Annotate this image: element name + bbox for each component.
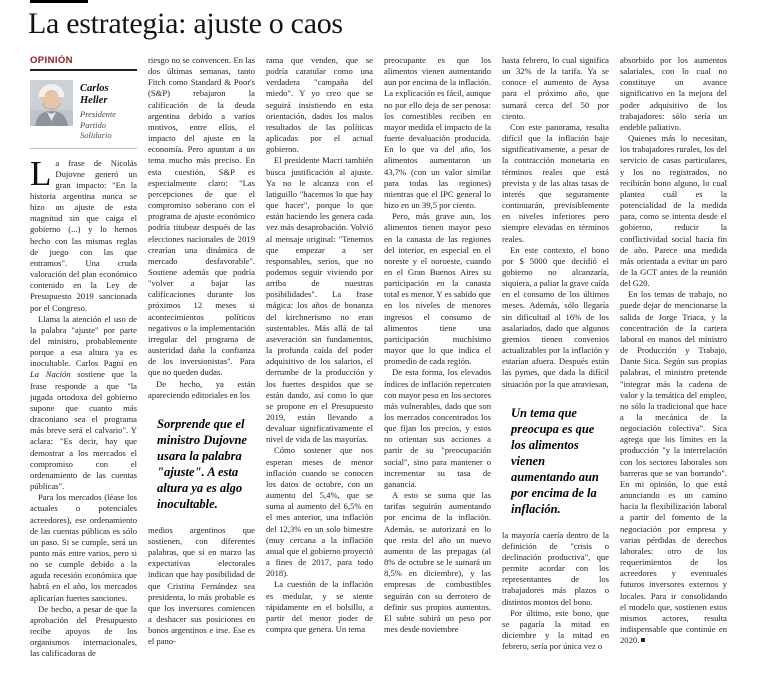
paragraph (30, 314, 137, 493)
author-divider (30, 148, 137, 149)
author-party: Partido Solidario (80, 119, 112, 140)
paragraph: El presidente Macri también busca justificación al ajuste. Ya no le alcanza con el latiguillo "hacemos lo que hay que hacer", porque lo que están haciendo les genera cada vez más desaprobación. Volvió al mensaje original: "Tenemos que empezar a ser responsables, serios, que no podemos seguir viviendo por arriba de nuestras posibilidades". La frase mágica: los años de bonanza del kirchnerismo no eran sustentables. Más allá de tal aseveración sin fundamentos, la profunda caída del poder adquisitivo de los salarios, el derrumbe de la producción y los fuertes despidos que se están dando, así como lo que se propone en el Presupuesto 2019, están llevando a devaluar significativamente el nivel de vida de las mayorías. (266, 155, 373, 445)
author-meta (80, 80, 137, 141)
paragraph: riesgo no se convencen. En las dos últimas semanas, tanto Fitch como Standard & Poor's (S&P) rebajaron la calificación de la deuda argentina debido a varios motivos, entre ellos, el impacto del ajuste en la economía. Pero apuntan a un tema mucho más preciso. En esta cuestión, S&P es especialmente claro: "Las percepciones de que el compromiso soberano con el programa de ajuste económico podría titubear después de las elecciones nacionales de 2019 crearían una dinámica de mercado desfavorable". Sostiene además que podría "volver a bajar las calificaciones durante los próximos 12 meses si acontecimientos políticos negativos o la implementación irregular del programa de austeridad daña la confianza de los inversionistas". Para que no queden dudas. (148, 55, 255, 378)
opinion-kicker: OPINIÓN (30, 55, 73, 66)
pull-quote: Sorprende que el ministro Dujovne usara la palabra "ajuste". A esta altura ya es algo inocultable. (157, 416, 247, 511)
paragraph: Quienes más lo necesitan, los trabajadores rurales, los del servicio de casas particulares, y los no registrados, no recibirán bono alguno, lo cual plantea cuál es la potencialidad de la medida para, como se intenta desde el gobierno, reducir la conflictividad social hacia fin de año. Parece una medida más orientada a evitar un paro de la GCT antes de la reunión del G20. (620, 133, 727, 289)
paragraph: absorbido por los aumentos salariales, con lo cual no constituye un avance significativo en la mejora del poder adquisitivo de los trabajadores: sólo sería un endeble paliativo. (620, 55, 727, 132)
text-column-6 (620, 55, 727, 669)
paragraph-text: Llama la atención el uso de la palabra "ajuste" por parte del ministro, probablemente porque a esa altura ya es inocultable. Carlos Pagni en (30, 313, 137, 369)
paragraph: Cómo sostener que nos esperan meses de menor inflación cuando se conocen los datos de octubre, con un aumento del 5,4%, que se suma al aumento del 6,5% en el mes anterior, una inflación del 12,3% en un solo bimestre (muy cercana a la inflación anual que el gobierno proyectó a fines de 2017, para todo 2018). (266, 445, 373, 579)
lead-paragraph (30, 153, 137, 314)
headline: La estrategia: ajuste o caos (28, 7, 343, 40)
drop-cap: L (30, 153, 52, 193)
end-mark (641, 638, 645, 642)
pull-quote: Un tema que preocupa es que los alimentos vienen aumentando aun por encima de la inflación. (511, 405, 599, 516)
article-body (30, 55, 730, 669)
paragraph (620, 289, 727, 646)
paragraph: En este contexto, el bono por $ 5000 que decidió el gobierno no alcanzaría, siquiera, a paliar la grave caída en el consumo de los últimos meses. Además, sólo llegaría sin dificultad al 16% de los asalariados, dado que algunos gremios tienen convenios actualizables por la inflación y estarían afuera. Después están las pymes, que dada la difícil situación por la que atraviesan, (502, 244, 609, 389)
author-role: Presidente (80, 109, 117, 119)
author-name: Carlos Heller (80, 83, 109, 106)
text-column-4 (384, 55, 491, 669)
paragraph: Pero, más grave aun, los alimentos tienen mayor peso en la canasta de las regiones del interior, en especial en el noreste y el noroeste, cuando en el Gran Buenos Aires su participación en la canasta total es menor. Y es sabido que en los niveles de menores ingresos el consumo de alimentos tiene una participación muchísimo mayor que lo que indica el promedio de cada región. (384, 211, 491, 367)
paragraph: De hecho, ya están apareciendo editoriales en los (148, 378, 255, 400)
author-card (30, 80, 137, 141)
kicker-rule (30, 69, 137, 71)
paragraph: Por último, este bono, que se pagaría la mitad en diciembre y la mitad en febrero, sería por única vez o (502, 607, 609, 652)
paragraph-text: sostiene que la frase responde a que "la jugada ortodoxa del gobierno supone que cuanto más draconiano sea el programa más breve será el calvario". Y aclara: "Es decir, hay que demostrar a los mercados el compromiso con el ordenamiento de las cuentas públicas". (30, 369, 137, 492)
paragraph: hasta febrero, lo cual significa un 32% de la tarifa. Ya se conoce el aumento de Aysa para el próximo año, que sumará cerca del 50 por ciento. (502, 55, 609, 121)
publication-name: La Nación (30, 369, 71, 380)
lead-text: a frase de Nicolás Dujovne generó un gran impacto: "En la historia argentina nunca se hizo un ajuste de esta magnitud sin que caiga el gobierno (...) y lo hemos hecho con las mismas reglas de juego con las que entramos". Una cruda valoración del plan económico contenido en la Ley de Presupuesto 2019 sancionada por el Congreso. (30, 157, 137, 313)
paragraph: Con este panorama, resulta difícil que la inflación baje significativamente, a pesar de la contracción monetaria en términos reales que está prevista y de las altas tasas de interés que seguramente continuarán, previsiblemente en niveles inferiores pero siempre elevadas en términos reales. (502, 121, 609, 244)
text-column-5 (502, 55, 609, 669)
text-column-2 (148, 55, 255, 669)
text-column-1 (30, 55, 137, 669)
paragraph: A esto se suma que las tarifas seguirán aumentando por encima de la inflación. Además, se autorizará en lo que resta del año un nuevo aumento de las prepagas (al 8% de octubre se le sumará un 8,5% en diciembre), y las empresas de combustibles seguirán con su derrotero de definir sus propios aumentos. El subte subirá un peso por mes desde noviembre (384, 490, 491, 634)
paragraph: rama que venden, que se podría caratular como una verdadera "campaña del miedo". Y yo creo que se seguirá insistiendo en esta orientación, dados los malos resultados de las políticas aplicadas por el actual gobierno. (266, 55, 373, 155)
paragraph: La cuestión de la inflación es medular, y se siente rápidamente en el bolsillo, a partir del menor poder de compra que genera. Un tema (266, 579, 373, 634)
paragraph: medios argentinos que sostienen, con diferentes palabras, que si en marzo las expectativas electorales indican que hay posibilidad de que Cristina Fernández sea presidenta, lo más probable es que los inversores comiencen a deshacer sus posiciones en bonos argentinos e irse. Ese es el pano- (148, 524, 255, 647)
paragraph: De hecho, a pesar de que la aprobación del Presupuesto recibe apoyos de los organismos internacionales, las calificadoras de (30, 603, 137, 659)
paragraph: Para los mercados (léase los actuales o potenciales acreedores), ese ordenamiento de las cuentas públicas es sólo un paso. Si se cumple, será un punto más entre varios, pero si no se cumple debido a la aguda recesión económica que habrá en el año, los mercados aplicarían fuertes sanciones. (30, 492, 137, 603)
text-column-3 (266, 55, 373, 669)
paragraph: preocupante es que los alimentos vienen aumentando aun por encima de la inflación. La explicación es fácil, aunque no por ello deja de ser penosa: los comestibles reciben en mayor medida el impacto de la fuerte devaluación producida. En lo que va del año, los alimentos aumentaron un 43,7% (con un valor similar para todas las regiones) mientras que el IPC general lo hizo en un 39,5 por ciento. (384, 55, 491, 211)
paragraph: De esta forma, los elevados índices de inflación repercuten con mayor peso en los sectores más vulnerables, dado que son los mercados concentrados los que fijan los precios, y estos no orientan sus acciones a partir de su "preocupación social", sino para mantener o incrementar su tasa de ganancia. (384, 367, 491, 489)
paragraph: la mayoría caería dentro de la definición de "crisis o declinación productiva", que permite acordar con los representantes de los trabajadores más plazos o distintos montos del bono. (502, 529, 609, 607)
paragraph-text: En los temas de trabajo, no puede dejar de mencionarse la salida de Jorge Triaca, y la concentración de la cartera laboral en manos del ministro de Producción y Trabajo, Dante Sica. Según sus propias palabras, el ministro pretende "integrar más la cadena de valor y la temática del empleo, no sólo la tradicional que hace a la mecánica de la negociación colectiva". Sica agrega que los límites en la producción "y la interrelación con los sectores laborales son barreras que se van borrando". En mi opinión, lo que está anunciando es un camino hacia la flexibilización laboral a partir del fomento de la negociación por empresa y varias pérdidas de derechos laborales: otro de los requerimientos de los acreedores y eventuales futuros inversores externos y locales. Para ir consolidando el modelo que, sostienen estos mismos actores, resulta indispensable que continúe en 2020. (620, 289, 727, 646)
top-rule (30, 0, 88, 3)
author-photo (30, 80, 73, 126)
